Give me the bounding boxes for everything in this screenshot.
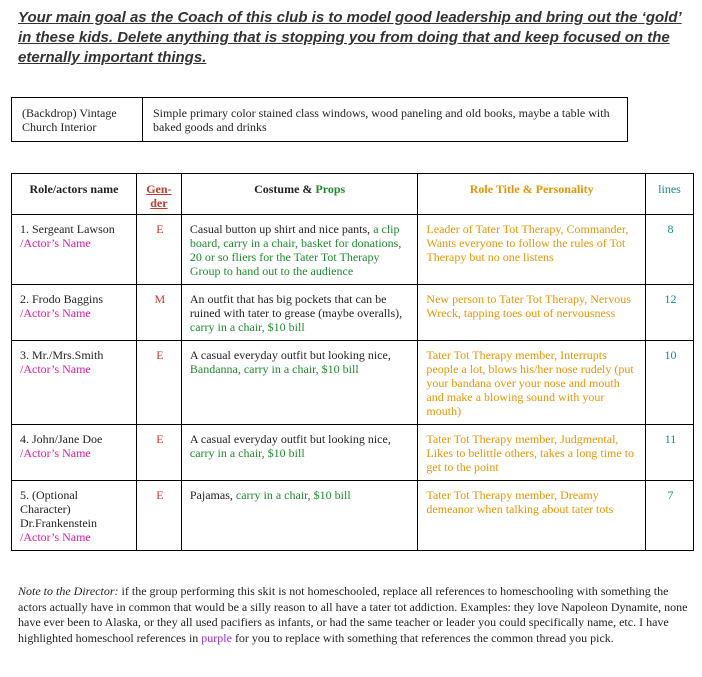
gender-cell: E — [136, 341, 181, 425]
role-name: 5. (Optional Character) Dr.Frankenstein — [20, 488, 97, 530]
props-text: a clip board, carry in a chair, basket for donations, 20 or so fliers for the Tater Tot Therapy Group to hand out to the audience — [189, 222, 402, 278]
header-gender: Gen-der — [136, 174, 181, 215]
lines-cell: 8 — [646, 215, 694, 285]
header-props-label: Props — [315, 182, 346, 196]
table-row — [12, 481, 694, 551]
lines-cell: 7 — [646, 481, 694, 551]
gender-cell: E — [136, 481, 181, 551]
lines-cell: 12 — [646, 285, 694, 341]
personality-cell: Tater Tot Therapy member, Judgmental, Likes to belittle others, takes a long time to get to the point — [418, 425, 646, 481]
table-row — [12, 425, 694, 481]
header-title: Role Title & Personality — [418, 174, 646, 215]
role-name: 4. John/Jane Doe — [20, 432, 103, 446]
gender-cell: E — [136, 425, 181, 481]
note-highlight: purple — [201, 630, 232, 645]
note-text-2: for you to replace with something that references the common thread you pick. — [231, 630, 614, 645]
roles-table — [11, 173, 694, 551]
table-row — [12, 341, 694, 425]
costume-cell — [181, 215, 418, 285]
actor-name: /Actor’s Name — [20, 236, 91, 250]
costume-text: Pajamas, — [189, 488, 236, 502]
note-text-1: if the group performing this skit is not homeschooled, replace all references to homeschooling with something the actors actually have in common that would be a silly reason to all have a tater tot addiction. Examples: they love Napoleon Dynamite, none have ever been to Alaska, or they all used pacifiers as infants, or had the same teacher or leader you could specifically name, etc. I have highlighted homeschool references in — [18, 584, 688, 645]
personality-cell: Tater Tot Therapy member, Interrupts people a lot, blows his/her nose rudely (put your bandana over your nose and mouth and make a blowing sound with your mouth) — [418, 341, 646, 425]
director-note — [18, 584, 688, 646]
personality-cell: Tater Tot Therapy member, Dreamy demeanor when talking about tater tots — [418, 481, 646, 551]
gender-cell: M — [136, 285, 181, 341]
costume-cell — [181, 341, 418, 425]
costume-cell — [181, 425, 418, 481]
role-cell — [12, 341, 137, 425]
table-header-row — [12, 174, 694, 215]
header-role: Role/actors name — [12, 174, 137, 215]
actor-name: /Actor’s Name — [20, 306, 91, 320]
actor-name: /Actor’s Name — [20, 446, 91, 460]
actor-name: /Actor’s Name — [20, 530, 91, 544]
backdrop-label: (Backdrop) Vintage Church Interior — [12, 98, 143, 142]
costume-text: A casual everyday outfit but looking nice, — [189, 348, 391, 362]
gender-cell: E — [136, 215, 181, 285]
table-row — [12, 215, 694, 285]
role-cell — [12, 215, 137, 285]
costume-text: Casual button up shirt and nice pants, — [189, 222, 374, 236]
header-lines: lines — [646, 174, 694, 215]
actor-name: /Actor’s Name — [20, 362, 91, 376]
backdrop-description: Simple primary color stained class windows, wood paneling and old books, maybe a table with baked goods and drinks — [143, 98, 628, 142]
costume-cell — [181, 285, 418, 341]
header-costume-label: Costume & — [254, 182, 313, 196]
goal-heading: Your main goal as the Coach of this club is to model good leadership and bring out the ‘gold’ in these kids. Delete anything that is stopping you from doing that and keep focused on the eternally important things. — [18, 9, 682, 66]
note-label: Note to the Director: — [18, 584, 119, 598]
role-name: 1. Sergeant Lawson — [20, 222, 115, 236]
role-cell — [12, 481, 137, 551]
lines-cell: 11 — [646, 425, 694, 481]
props-text: carry in a chair, $10 bill — [189, 446, 305, 460]
costume-text: An outfit that has big pockets that can be ruined with tater to grease (maybe overalls), — [189, 292, 403, 320]
personality-cell: New person to Tater Tot Therapy, Nervous Wreck, tapping toes out of nervousness — [418, 285, 646, 341]
props-text: carry in a chair, $10 bill — [235, 488, 351, 502]
costume-cell — [181, 481, 418, 551]
role-name: 3. Mr./Mrs.Smith — [20, 348, 104, 362]
backdrop-table — [11, 97, 628, 142]
costume-text: A casual everyday outfit but looking nice, — [189, 432, 391, 446]
role-cell — [12, 285, 137, 341]
props-text: carry in a chair, $10 bill — [189, 320, 305, 334]
backdrop-row — [12, 98, 628, 142]
props-text: Bandanna, carry in a chair, $10 bill — [189, 362, 359, 376]
lines-cell: 10 — [646, 341, 694, 425]
header-costume — [181, 174, 418, 215]
role-cell — [12, 425, 137, 481]
personality-cell: Leader of Tater Tot Therapy, Commander, Wants everyone to follow the rules of Tot Therapy but no one listens — [418, 215, 646, 285]
table-row — [12, 285, 694, 341]
role-name: 2. Frodo Baggins — [20, 292, 104, 306]
